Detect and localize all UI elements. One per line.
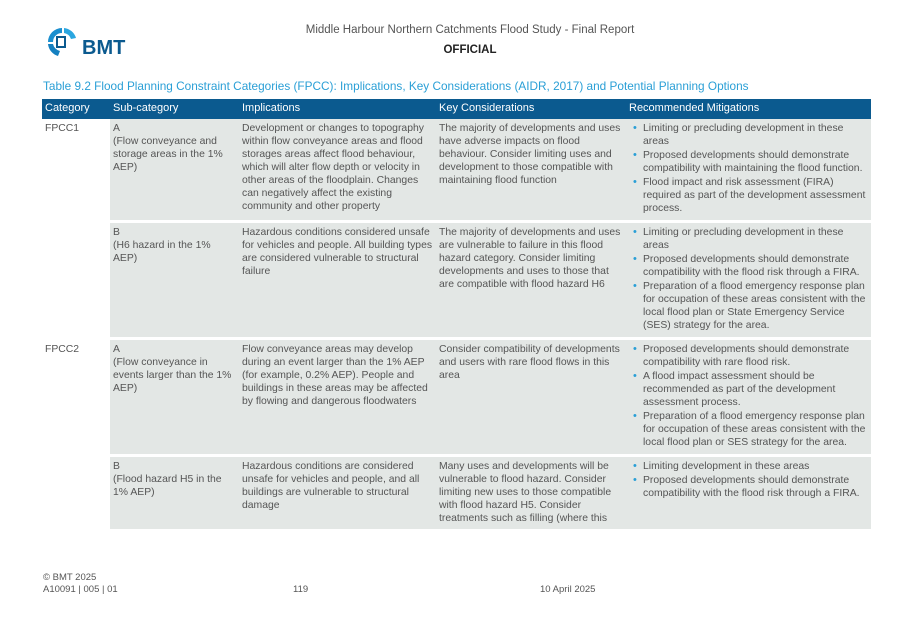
bmt-logo [44, 24, 134, 60]
subcategory-description: (Flow conveyance and storage areas in the 1% AEP) [113, 136, 223, 173]
column-header-subcategory: Sub-category [113, 102, 179, 114]
mitigation-item: • Limiting development in these areas [643, 460, 868, 473]
implications-cell: Development or changes to topography within flow conveyance areas and flood storages areas affect flood behaviour, which will alter flow depth or velocity in other areas of the floodplain. Changes can negatively affect the existing community and other property [239, 119, 436, 220]
mitigations-cell [626, 340, 871, 454]
considerations-cell: Many uses and developments will be vulnerable to flood hazard. Consider limiting new uses to those compatible with flood hazard H5. Consider treatments such as filling (where this [436, 457, 626, 529]
footer-date: 10 April 2025 [540, 584, 596, 595]
mitigation-item: • Limiting or precluding development in these areas [643, 122, 868, 148]
implications-cell: Hazardous conditions considered unsafe for vehicles and people. All building types are considered vulnerable to structural failure [239, 223, 436, 337]
subcategory-description: (H6 hazard in the 1% AEP) [113, 240, 211, 264]
considerations-cell: The majority of developments and uses have adverse impacts on flood behaviour. Consider limiting uses and development to those compatible with maintaining flood function [436, 119, 626, 220]
subcategory-letter: B [113, 227, 120, 238]
table-row [42, 119, 871, 220]
column-header-implications: Implications [242, 102, 301, 114]
subcategory-letter: A [113, 344, 120, 355]
category-cell: FPCC1 [42, 119, 110, 220]
table-row [42, 454, 871, 529]
subcategory-letter: B [113, 461, 120, 472]
footer-doc-ref: A10091 | 005 | 01 [43, 584, 118, 595]
subcategory-cell [110, 457, 239, 529]
column-header-category: Category [45, 102, 90, 114]
considerations-cell: The majority of developments and uses are vulnerable to failure in this flood hazard category. Consider limiting developments and uses to those that are compatible with flood hazard H6 [436, 223, 626, 337]
mitigation-item: • Proposed developments should demonstrate compatibility with the flood risk through a FIRA. [643, 474, 868, 500]
implications-cell: Flow conveyance areas may develop during an event larger than the 1% AEP (for example, 0.2% AEP). People and buildings in these areas may be affected by flowing and dangerous floodwaters [239, 340, 436, 454]
mitigation-item: • Preparation of a flood emergency response plan for occupation of these areas consistent with the local flood plan or SES strategy for the area. [643, 410, 868, 449]
subcategory-cell [110, 340, 239, 454]
mitigation-item: • Limiting or precluding development in these areas [643, 226, 868, 252]
footer-page-number: 119 [293, 584, 309, 595]
mitigation-item: • Proposed developments should demonstrate compatibility with the flood risk through a FIRA. [643, 253, 868, 279]
mitigation-item: • Preparation of a flood emergency response plan for occupation of these areas consistent with the local flood plan or State Emergency Service (SES) strategy for the area. [643, 280, 868, 332]
mitigation-item: • A flood impact assessment should be recommended as part of the development assessment process. [643, 370, 868, 409]
subcategory-cell [110, 223, 239, 337]
logo-text: BMT [82, 37, 126, 59]
fpcc-table [42, 99, 871, 529]
table-header-row [42, 99, 871, 119]
category-cell [42, 223, 110, 337]
category-cell [42, 457, 110, 529]
table-caption: Table 9.2 Flood Planning Constraint Categories (FPCC): Implications, Key Considerations (AIDR, 2017) and Potential Planning Options [43, 79, 749, 93]
subcategory-description: (Flood hazard H5 in the 1% AEP) [113, 474, 222, 498]
subcategory-letter: A [113, 123, 120, 134]
considerations-cell: Consider compatibility of developments and users with rare flood flows in this area [436, 340, 626, 454]
implications-cell: Hazardous conditions are considered unsafe for vehicles and people, and all buildings are vulnerable to structural damage [239, 457, 436, 529]
column-header-recommended-mitigations: Recommended Mitigations [629, 102, 760, 114]
column-header-key-considerations: Key Considerations [439, 102, 535, 114]
table-row [42, 220, 871, 337]
mitigations-cell [626, 223, 871, 337]
subcategory-cell [110, 119, 239, 220]
table-row [42, 337, 871, 454]
mitigation-item: • Flood impact and risk assessment (FIRA) required as part of the development assessment process. [643, 176, 868, 215]
document-title: Middle Harbour Northern Catchments Flood Study - Final Report [305, 24, 635, 36]
classification-label: OFFICIAL [443, 44, 497, 56]
subcategory-description: (Flow conveyance in events larger than the 1% AEP) [113, 357, 232, 394]
mitigations-cell [626, 457, 871, 529]
mitigations-cell [626, 119, 871, 220]
mitigation-item: • Proposed developments should demonstrate compatibility with maintaining the flood function. [643, 149, 868, 175]
footer-copyright: © BMT 2025 [43, 572, 97, 583]
mitigation-item: • Proposed developments should demonstrate compatibility with rare flood risk. [643, 343, 868, 369]
category-cell: FPCC2 [42, 340, 110, 454]
